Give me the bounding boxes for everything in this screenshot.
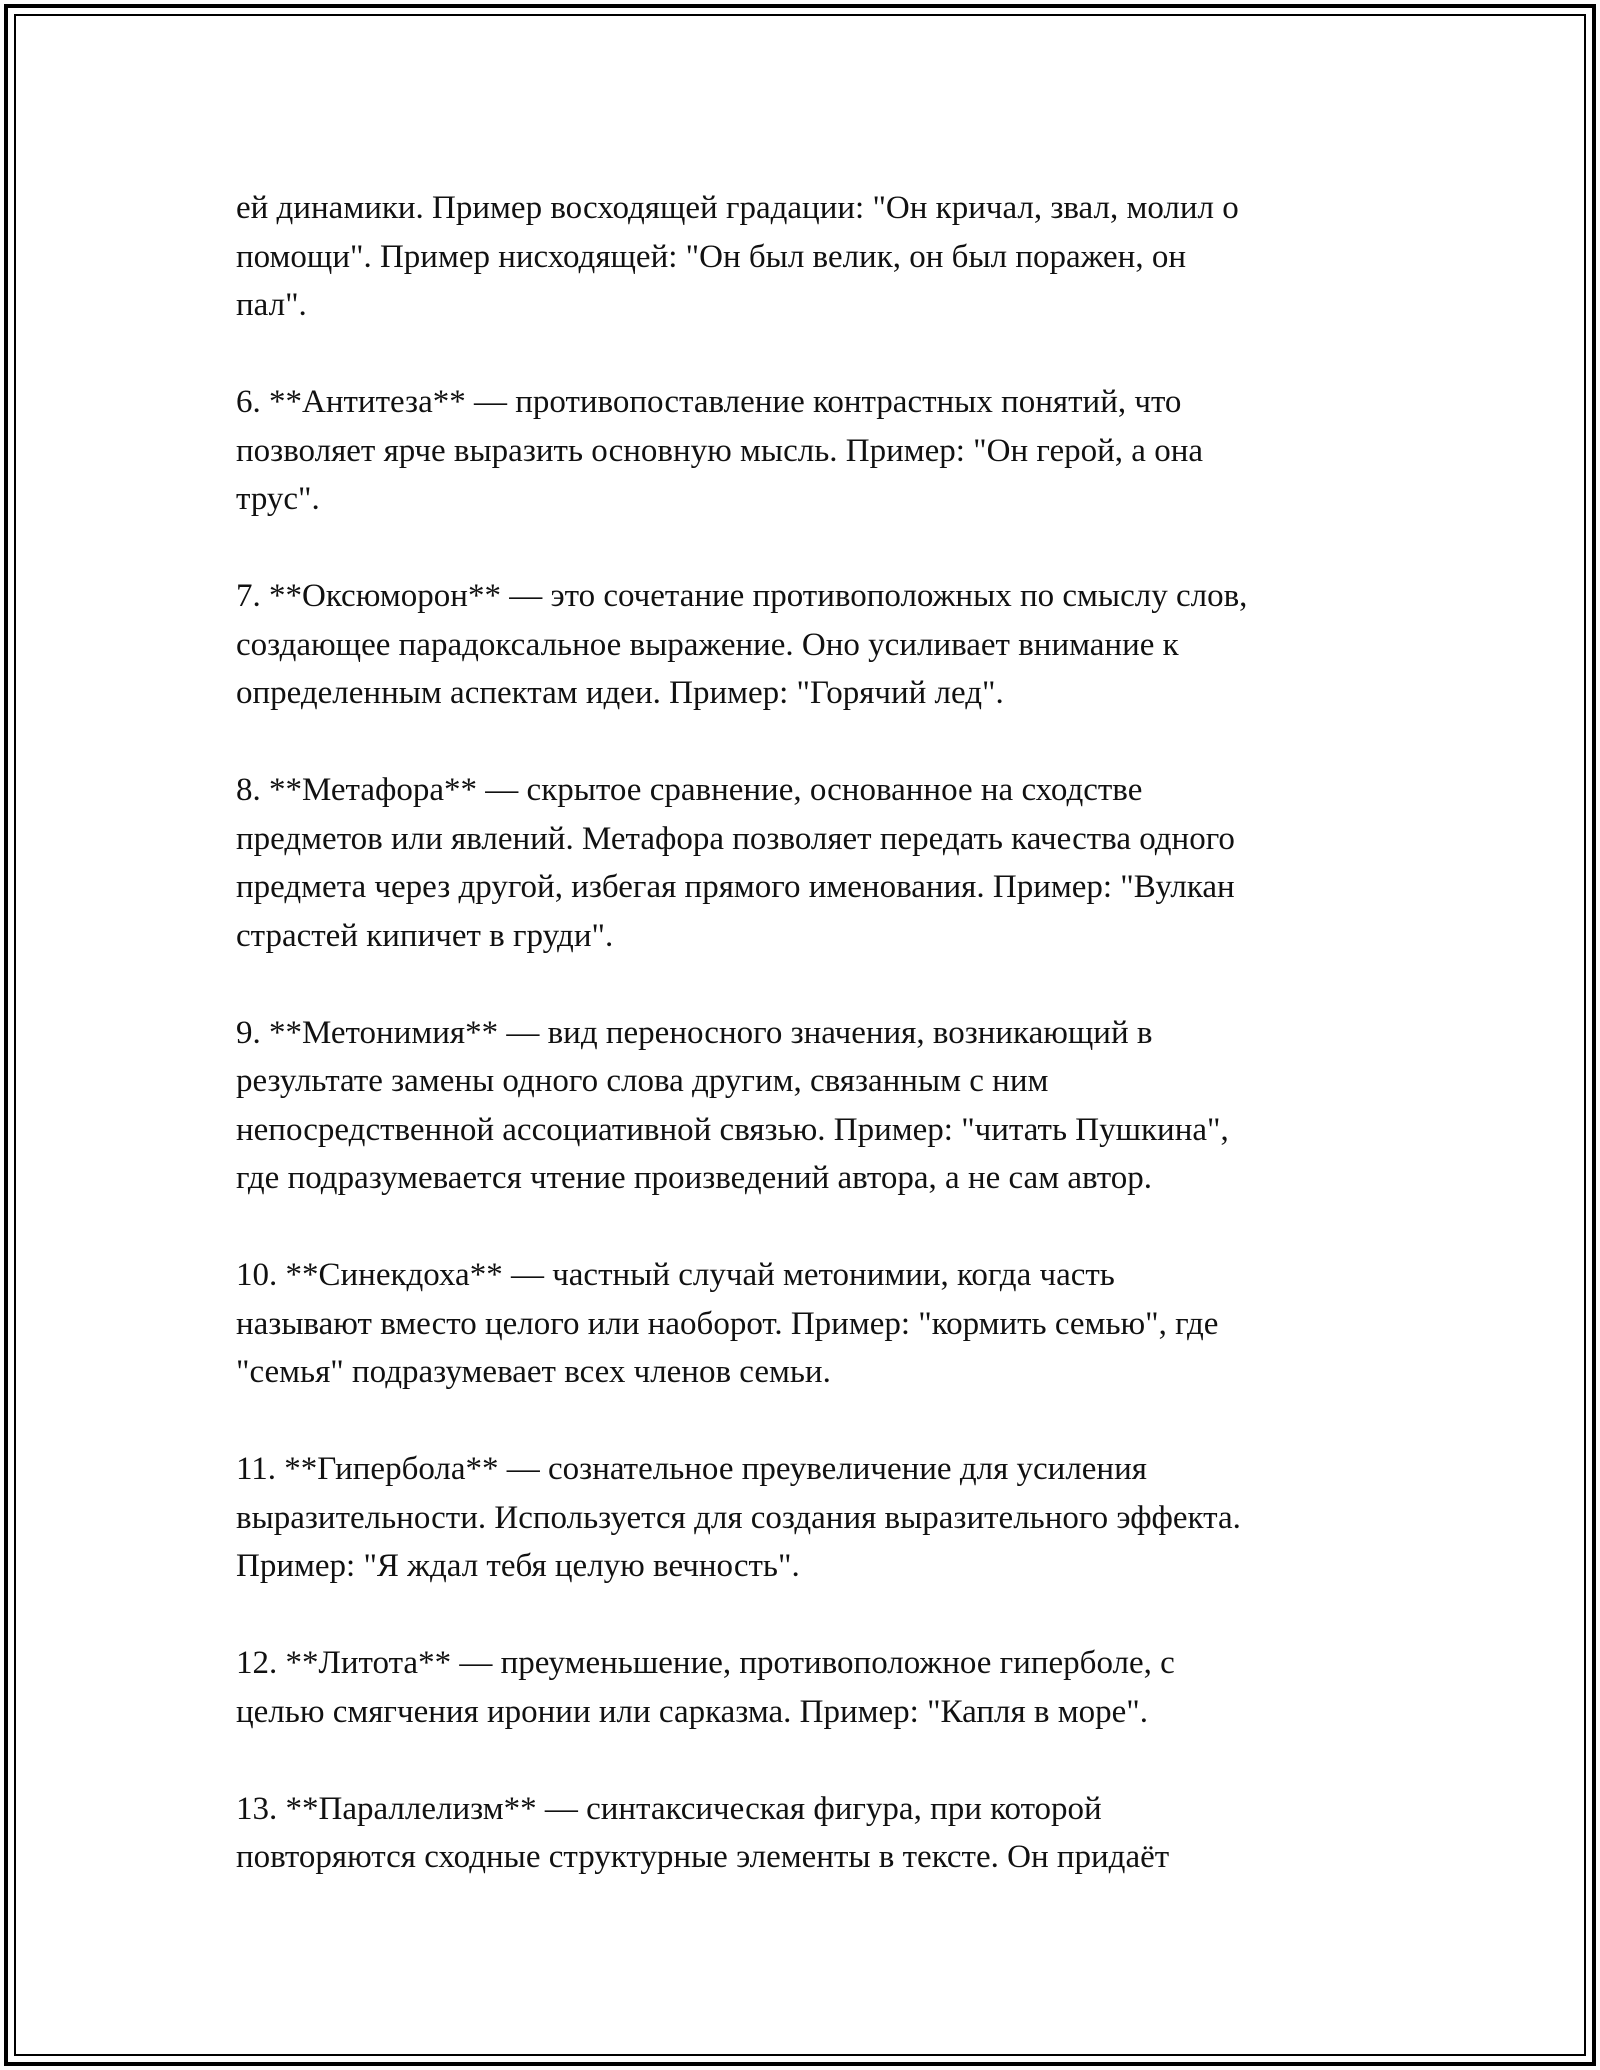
document-body [236, 184, 1396, 1930]
paragraph-synecdoche: 10. **Синекдоха** — частный случай метонимии, когда часть называют вместо целого или наоборот. Пример: "кормить семью", где "семья" подразумевает всех членов семьи. [236, 1257, 1219, 1390]
paragraph-gradation-continued: ей динамики. Пример восходящей градации: "Он кричал, звал, молил о помощи". Пример нисходящей: "Он был велик, он был поражен, он пал". [236, 190, 1239, 323]
paragraph-metaphor: 8. **Метафора** — скрытое сравнение, основанное на сходстве предметов или явлений. Метафора позволяет передать качества одного предмета через другой, избегая прямого именования. Пример: "Вулкан страстей кипичет в груди". [236, 772, 1235, 954]
paragraph-parallelism: 13. **Параллелизм** — синтаксическая фигура, при которой повторяются сходные структурные элементы в тексте. Он придаёт [236, 1790, 1170, 1875]
paragraph-metonymy: 9. **Метонимия** — вид переносного значения, возникающий в результате замены одного слова другим, связанным с ним непосредственной ассоциативной связью. Пример: "читать Пушкина", где подразумевается чтение произведений автора, а не сам автор. [236, 1014, 1229, 1196]
paragraph-litotes: 12. **Литота** — преуменьшение, противоположное гиперболе, с целью смягчения иронии или сарказма. Пример: "Капля в море". [236, 1645, 1175, 1730]
paragraph-oxymoron: 7. **Оксюморон** — это сочетание противоположных по смыслу слов, создающее парадоксальное выражение. Оно усиливает внимание к определенным аспектам идеи. Пример: "Горячий лед". [236, 578, 1248, 711]
paragraph-hyperbole: 11. **Гипербола** — сознательное преувеличение для усиления выразительности. Используется для создания выразительного эффекта. Пример: "Я ждал тебя целую вечность". [236, 1451, 1241, 1584]
paragraph-antithesis: 6. **Антитеза** — противопоставление контрастных понятий, что позволяет ярче выразить основную мысль. Пример: "Он герой, а она трус". [236, 384, 1204, 517]
